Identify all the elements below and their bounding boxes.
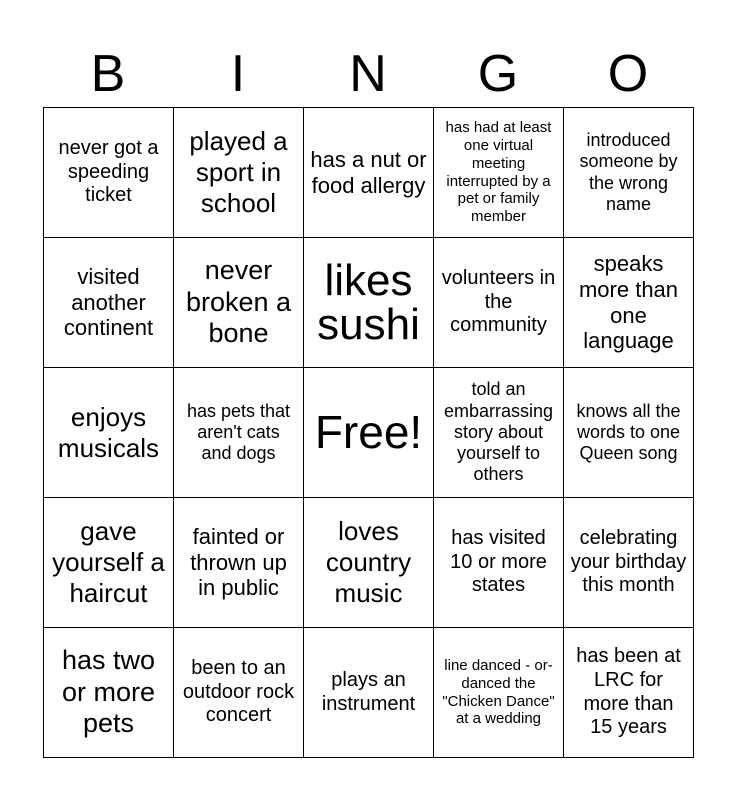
bingo-cell-i5[interactable] (174, 628, 304, 758)
cell-text: played a sport in school (189, 126, 288, 218)
header-letter-n: N (349, 45, 387, 103)
bingo-cell-g5[interactable] (434, 628, 564, 758)
bingo-cell-n3-free[interactable] (304, 368, 434, 498)
cell-text: line danced - or- danced the "Chicken Dance" at a wedding (442, 657, 555, 728)
cell-text: fainted or thrown up in public (190, 523, 287, 601)
header-letter-b: B (90, 45, 126, 103)
bingo-cell-b3[interactable] (44, 368, 174, 498)
cell-text: celebrating your birthday this month (570, 527, 687, 597)
bingo-cell-n4[interactable] (304, 498, 434, 628)
cell-text: been to an outdoor rock concert (182, 657, 295, 727)
bingo-cell-b1[interactable] (44, 108, 174, 238)
bingo-cell-g2[interactable] (434, 238, 564, 368)
bingo-cell-b2[interactable] (44, 238, 174, 368)
cell-text: never got a speeding ticket (58, 137, 159, 207)
cell-text: has two or more pets (61, 644, 156, 739)
bingo-cell-o3[interactable] (564, 368, 694, 498)
cell-text: volunteers in the community (441, 267, 556, 337)
cell-text: plays an instrument (321, 668, 416, 715)
bingo-cell-o5[interactable] (564, 628, 694, 758)
cell-text: never broken a bone (185, 254, 292, 349)
bingo-cell-o4[interactable] (564, 498, 694, 628)
bingo-cell-o2[interactable] (564, 238, 694, 368)
cell-text: has had at least one virtual meeting interrupted by a pet or family member (445, 119, 552, 225)
bingo-card-grid (43, 107, 694, 758)
header-letter-i: I (230, 45, 246, 103)
bingo-cell-b4[interactable] (44, 498, 174, 628)
bingo-cell-i1[interactable] (174, 108, 304, 238)
cell-text: introduced someone by the wrong name (579, 130, 678, 214)
header-letter-g: G (477, 45, 519, 103)
cell-text: loves country music (325, 516, 412, 608)
cell-text: visited another continent (63, 263, 154, 341)
bingo-cell-g1[interactable] (434, 108, 564, 238)
bingo-cell-i4[interactable] (174, 498, 304, 628)
bingo-cell-b5[interactable] (44, 628, 174, 758)
cell-text: likes sushi (317, 255, 420, 349)
bingo-header (43, 40, 693, 108)
bingo-cell-g3[interactable] (434, 368, 564, 498)
bingo-cell-o1[interactable] (564, 108, 694, 238)
cell-text: gave yourself a haircut (52, 516, 165, 608)
cell-text: has pets that aren't cats and dogs (186, 400, 291, 464)
bingo-cell-g4[interactable] (434, 498, 564, 628)
cell-text: knows all the words to one Queen song (576, 400, 681, 464)
cell-text: speaks more than one language (578, 250, 679, 354)
free-space-text: Free! (314, 406, 423, 459)
cell-text: has visited 10 or more states (450, 527, 547, 597)
bingo-cell-n2[interactable] (304, 238, 434, 368)
bingo-cell-n1[interactable] (304, 108, 434, 238)
bingo-cell-n5[interactable] (304, 628, 434, 758)
cell-text: has been at LRC for more than 15 years (576, 645, 681, 739)
cell-text: has a nut or food allergy (310, 146, 427, 198)
cell-text: enjoys musicals (57, 401, 160, 463)
bingo-cell-i2[interactable] (174, 238, 304, 368)
bingo-cell-i3[interactable] (174, 368, 304, 498)
header-letter-o: O (607, 45, 649, 103)
cell-text: told an embarrassing story about yourself to others (443, 379, 554, 485)
